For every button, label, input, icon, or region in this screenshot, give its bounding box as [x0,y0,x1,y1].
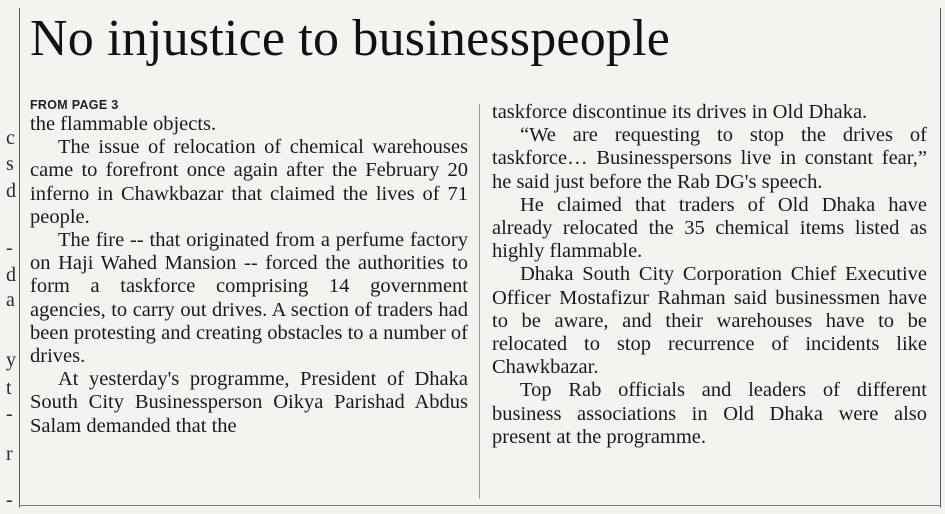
fragment-letter: - [6,489,13,511]
paragraph: Top Rab officials and leaders of different business associations in Old Dhaka were also present at the programme. [492,379,927,448]
headline: No injustice to businesspeople [30,10,671,67]
fragment-letter: r [6,443,13,465]
fragment-letter: s [6,153,14,175]
paragraph: The fire -- that originated from a perfume factory on Haji Wahed Mansion -- forced the authorities to form a taskforce comprising 14 government agencies, to carry out drives. A section of traders had been protesting and creating obstacles to a number of drives. [30,229,468,368]
paragraph: “We are requesting to stop the drives of taskforce… Businesspersons live in constant fear,” he said just before the Rab DG's speech. [492,124,927,193]
paragraph: Dhaka South City Corporation Chief Executive Officer Mostafizur Rahman said businessmen have to be aware, and their warehouses have to be relocated to stop recurrence of incidents like Chawkbazar. [492,263,927,379]
paragraph: the flammable objects. [30,113,217,135]
article-column-1 [30,98,468,438]
article-column-2 [492,101,927,449]
jump-label: FROM PAGE 3 [30,98,119,112]
column-divider [479,104,480,499]
fragment-letter: c [6,127,15,149]
fragment-letter: d [6,264,16,286]
bottom-rule [19,505,941,506]
paragraph: The issue of relocation of chemical warehouses came to forefront once again after the February 20 inferno in Chawkbazar that claimed the lives of 71 people. [30,136,468,228]
fragment-letter: y [6,349,16,371]
fragment-letter: d [6,180,16,202]
fragment-letter: t [6,377,12,399]
fragment-letter: a [6,289,15,311]
fragment-letter: - [6,237,13,259]
left-column-rule [19,8,20,508]
fragment-letter: - [6,403,13,425]
paragraph: He claimed that traders of Old Dhaka have already relocated the 35 chemical items listed as highly flammable. [492,193,927,263]
paragraph: taskforce discontinue its drives in Old Dhaka. [492,101,868,123]
paragraph: At yesterday's programme, President of Dhaka South City Businessperson Oikya Parishad Abdus Salam demanded that the [30,368,468,437]
right-column-rule [940,8,941,508]
